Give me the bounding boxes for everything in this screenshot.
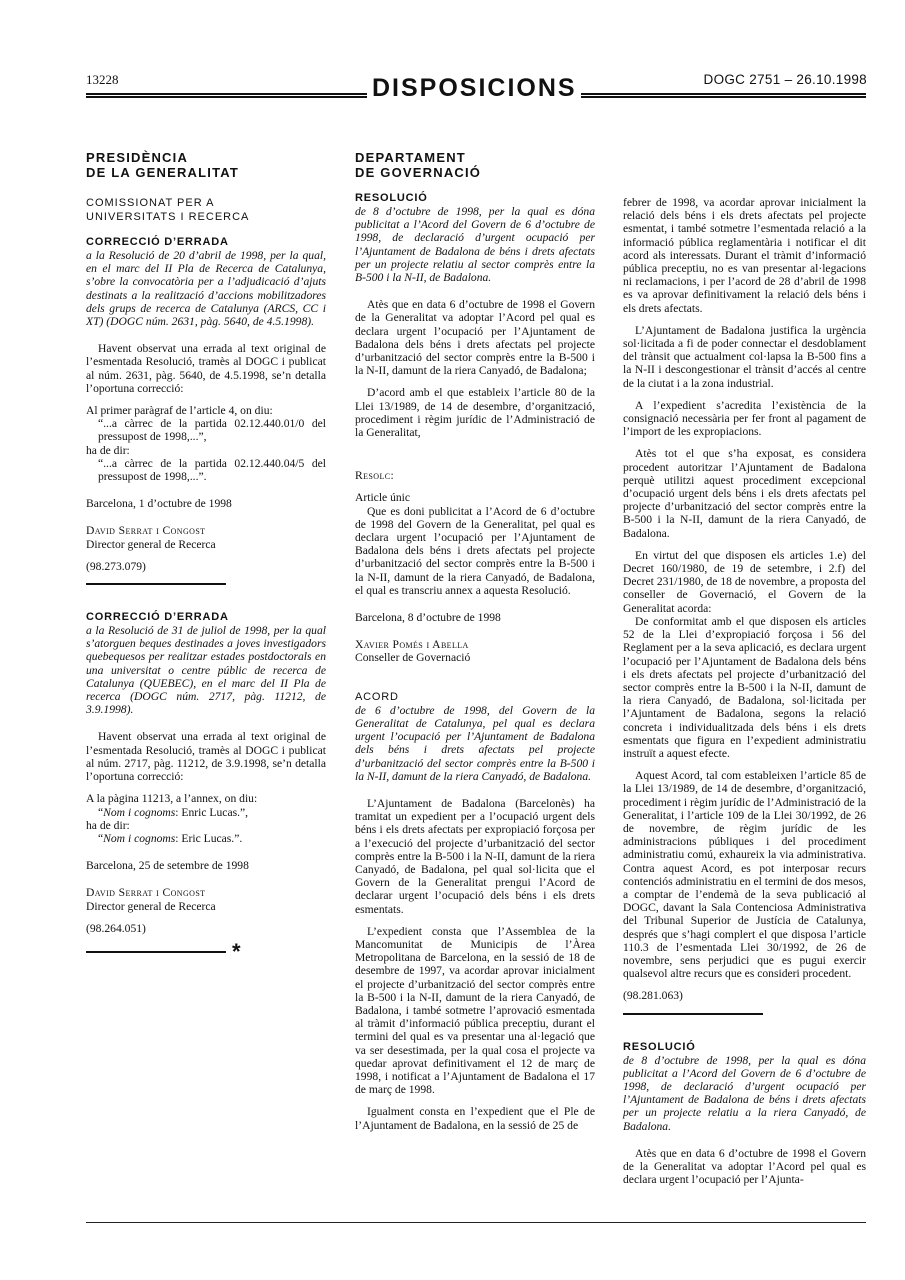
correction-new-text-2: “Nom i cognoms: Eric Lucas.”. [98, 831, 243, 845]
signer-name-1: David Serrat i Congost [86, 524, 206, 538]
reference-number-2: (98.264.051) [86, 921, 146, 935]
agreement-paragraph: Igualment consta en l’expedient que el Ple de l’Ajuntament de Badalona, en la sessió de 25 de [355, 1105, 595, 1132]
column-1 [86, 150, 326, 964]
correction-new-text-1: “...a càrrec de la partida 02.12.440.04/5 del pressupost de 1998,...”. [98, 456, 326, 484]
section-divider [623, 1013, 763, 1015]
article-heading: Article únic [355, 491, 411, 505]
signer-name: Xavier Pomés i Abella [355, 638, 469, 652]
resolc-label: Resolc: [355, 469, 395, 483]
column-3 [623, 196, 866, 1186]
correction-should-2: ha de dir: [86, 818, 130, 832]
page-number: 13228 [86, 72, 119, 87]
signer-role-2: Director general de Recerca [86, 899, 216, 913]
column-2 [355, 150, 595, 1132]
reference-number: (98.281.063) [623, 989, 683, 1003]
correction-summary-2: a la Resolució de 31 de juliol de 1998, per la qual s’atorguen beques destinades a joves investigadors quebequesos per realitzar estades postdoctorals en una universitat o centre públic de recerca de Catalunya (QUEBEC), en el marc del II Pla de recerca (DOGC núm. 2717, pàg. 11212, de 3.9.1998). [86, 624, 326, 717]
correction-summary-1: a la Resolució de 20 d’abril de 1998, per la qual, en el marc del II Pla de Recerca de Catalunya, s’obre la convocatòria per a l’adjudicació d’ajuts destinats a la realització d’accions mobilitzadores dels grups de recerca de Catalunya (ARCS, CC i XT) (DOGC núm. 2631, pàg. 5640, de 4.5.1998). [86, 249, 326, 329]
signer-name-2: David Serrat i Congost [86, 886, 206, 900]
correction-body-2: Havent observat una errada al text original de l’esmentada Resolució, tramès al DOGC i publicat al núm. 2717, pàg. 11212, de 3.9.1998, se’n detalla l’oportuna correcció: [86, 730, 326, 784]
correction-old-text-1: “...a càrrec de la partida 02.12.440.01/0 del pressupost de 1998,...”, [98, 417, 326, 444]
department-heading: PRESIDÈNCIA DE LA GENERALITAT [86, 150, 240, 180]
resolution-title-2: RESOLUCIÓ [623, 1040, 696, 1053]
commission-heading: COMISSIONAT PER A UNIVERSITATS I RECERCA [86, 197, 250, 223]
agreement-paragraph: febrer de 1998, va acordar aprovar inicialment la relació dels béns i els drets afectats pel projecte esmentat, i també sotmetre l’esmentada relació a la informació pública reglamentària i notificar el dit acord als interessats. Durant el tràmit d’informació pública preceptiu, no es van presentar al·legacions ni reclamacions, i per l’acord de 28 d’abril de 1998 es va aprovar definitivament la relació dels béns i els drets afectats. [623, 196, 866, 315]
end-marker [86, 938, 326, 964]
resolution-paragraph-2: Atès que en data 6 d’octubre de 1998 el Govern de la Generalitat va adoptar l’Acord pel qual es declara urgent l’ocupació per l’Ajunta- [623, 1146, 866, 1187]
section-title: DISPOSICIONS [372, 74, 577, 102]
resolution-paragraph: Que es doni publicitat a l’Acord de 6 d’octubre de 1998 del Govern de la Generalitat, pel qual es declara urgent l’ocupació per l’Ajuntament de Badalona dels béns i drets afectats pel projecte d’urbanització del sector comprès entre la B-500 i la N-II, damunt de la riera Canyadó, de Badalona, el qual es transcriu annex a aquesta Resolució. [355, 504, 595, 597]
header-rule-right [581, 93, 866, 98]
agreement-paragraph: L’Ajuntament de Badalona (Barcelonès) ha tramitat un expedient per a l’ocupació urgent dels béns i els drets afectats per expropiació forçosa per a l’execució del projecte d’urbanització del sector comprès entre la B-500 i la N-II, damunt de la riera Canyadó, de Badalona, pel qual sol·licita que el Govern de la Generalitat prengui l’Acord de declarar urgent l’ocupació dels béns i els drets esmentats. [355, 796, 595, 916]
correction-should-1: ha de dir: [86, 443, 130, 457]
signer-role: Conseller de Governació [355, 651, 471, 665]
end-rule [86, 951, 226, 953]
agreement-paragraph: Aquest Acord, tal com estableixen l’article 85 de la Llei 13/1989, de 14 de desembre, d’organització, procediment i règim jurídic de l’Administració de la Generalitat, i l’article 109 de la Llei 30/1992, de 26 de novembre, de règim jurídic de les administracions públiques i del procediment administratiu comú, exhaureix la via administrativa. Contra aquest Acord, es pot interposar recurs contenciós administratiu en el termini de dos mesos, a comptar de l’endemà de la seva publicació al DOGC, davant la Sala Contenciosa Administrativa del Tribunal Superior de Justícia de Catalunya, després que s’hagi complert el que disposa l’article 110.3 de l’esmentada Llei 30/1992, de 26 de novembre, sens perjudici que es pugui exercir qualsevol altre recurs que es consideri procedent. [623, 769, 866, 981]
agreement-paragraph: A l’expedient s’acredita l’existència de la consignació necessària per fer front al pagament de l’import de les expropiacions. [623, 398, 866, 439]
correction-title-1: CORRECCIÓ D’ERRADA [86, 236, 229, 248]
place-date-2: Barcelona, 25 de setembre de 1998 [86, 859, 249, 873]
agreement-summary: de 6 d’octubre de 1998, del Govern de la Generalitat de Catalunya, pel qual es declara urgent l’ocupació per l’Ajuntament de Badalona dels béns i drets afectats pel projecte d’urbanització del sector comprès entre la B-500 i la N-II, damunt de la riera Canyadó, de Badalona. [355, 703, 595, 783]
correction-where-1: Al primer paràgraf de l’article 4, on diu: [86, 404, 273, 418]
agreement-paragraph: L’Ajuntament de Badalona justifica la urgència sol·licitada a fi de poder connectar el desdoblament del trànsit que actualment col·lapsa la B-500 fins a la N-II i descongestionar el trànsit d’accés al centre de la ciutat i a la zona industrial. [623, 323, 866, 390]
journal-reference: DOGC 2751 – 26.10.1998 [703, 72, 867, 87]
agreement-title: ACORD [355, 690, 399, 703]
department-heading: DEPARTAMENT DE GOVERNACIÓ [355, 150, 482, 180]
header-rule-left [86, 93, 367, 98]
correction-where-2: A la pàgina 11213, a l’annex, on diu: [86, 792, 258, 806]
resolution-summary: de 8 d’octubre de 1998, per la qual es dóna publicitat a l’Acord del Govern de 6 d’octubre de 1998, de declaració d’urgent ocupació per l’Ajuntament de Badalona de béns i drets afectats per un projecte relatiu al sector comprès entre la B-500 i la N-II, de Badalona. [355, 205, 595, 285]
reference-number-1: (98.273.079) [86, 559, 146, 573]
place-date-1: Barcelona, 1 d’octubre de 1998 [86, 497, 232, 511]
asterisk-mark: * [232, 938, 241, 964]
correction-title-2: CORRECCIÓ D’ERRADA [86, 611, 229, 624]
resolution-title: RESOLUCIÓ [355, 192, 428, 204]
footer-rule [86, 1222, 866, 1223]
place-date: Barcelona, 8 d’octubre de 1998 [355, 611, 501, 625]
section-divider [86, 583, 226, 585]
resolution-paragraph: D’acord amb el que estableix l’article 80 de la Llei 13/1989, de 14 de desembre, d’organització, procediment i règim jurídic de l’Administració de la Generalitat, [355, 386, 595, 440]
agreement-paragraph: L’expedient consta que l’Assemblea de la Mancomunitat de Municipis de l’Àrea Metropolitana de Barcelona, en la sessió de 18 de desembre de 1997, va acordar aprovar inicialment el projecte d’urbanització del sector comprès entre la B-500 i la N-II, damunt de la riera Canyadó, de Badalona, i també sotmetre l’aprovació esmentada al tràmit d’informació pública preceptiu, durant el termini del qual es va presentar una al·legació que va ser desestimada, per la qual cosa el projecte va quedar aprovat definitivament el 12 de març de 1998, i notificat a l’Ajuntament de Badalona el 17 de març de 1998. [355, 924, 595, 1097]
agreement-paragraph: En virtut del que disposen els articles 1.e) del Decret 160/1980, de 19 de setembre, i 2.f) del Decret 231/1980, de 18 de novembre, a proposta del conseller de Governació, el Govern de la Generalitat acorda: [623, 548, 866, 615]
resolution-paragraph: Atès que en data 6 d’octubre de 1998 el Govern de la Generalitat va adoptar l’Acord pel qual es declara urgent l’ocupació per l’Ajuntament de Badalona dels béns i drets afectats pel projecte d’urbanització del sector comprès entre la B-500 i la N-II, damunt de la riera Canyadó, de Badalona; [355, 298, 595, 378]
signer-role-1: Director general de Recerca [86, 537, 216, 551]
agreement-paragraph: De conformitat amb el que disposen els articles 52 de la Llei d’expropiació forçosa i 56 del Reglament per a la seva aplicació, es declara urgent l’ocupació per l’Ajuntament de Badalona dels béns i els drets afectats pel projecte d’urbanització del sector comprès entre la B-500 i la N-II, damunt de la riera Canyadó, de Badalona, sol·licitada per l’Ajuntament de Badalona, segons la relació concreta i individualitzada dels béns i els drets esmentats que figura en l’expedient administratiu instruït a aquest efecte. [623, 614, 866, 760]
correction-body-1: Havent observat una errada al text original de l’esmentada Resolució, tramès al DOGC i publicat al núm. 2631, pàg. 5640, de 4.5.1998, se’n detalla l’oportuna correcció: [86, 342, 326, 395]
resolution-summary-2: de 8 d’octubre de 1998, per la qual es dóna publicitat a l’Acord del Govern de 6 d’octubre de 1998, de declaració d’urgent ocupació per l’Ajuntament de Badalona de béns i drets afectats per un projecte relatiu a la riera Canyadó, de Badalona. [623, 1053, 866, 1133]
agreement-paragraph: Atès tot el que s’ha exposat, es considera procedent autoritzar l’Ajuntament de Badalona perquè utilitzi aquest procediment excepcional d’ocupació urgent dels béns i els drets afectats pel projecte d’urbanització del sector comprès entre la B-500 i la N-II, damunt de la riera Canyadó, de Badalona. [623, 447, 866, 540]
correction-old-text-2: “Nom i cognoms: Enric Lucas.”, [98, 805, 249, 819]
